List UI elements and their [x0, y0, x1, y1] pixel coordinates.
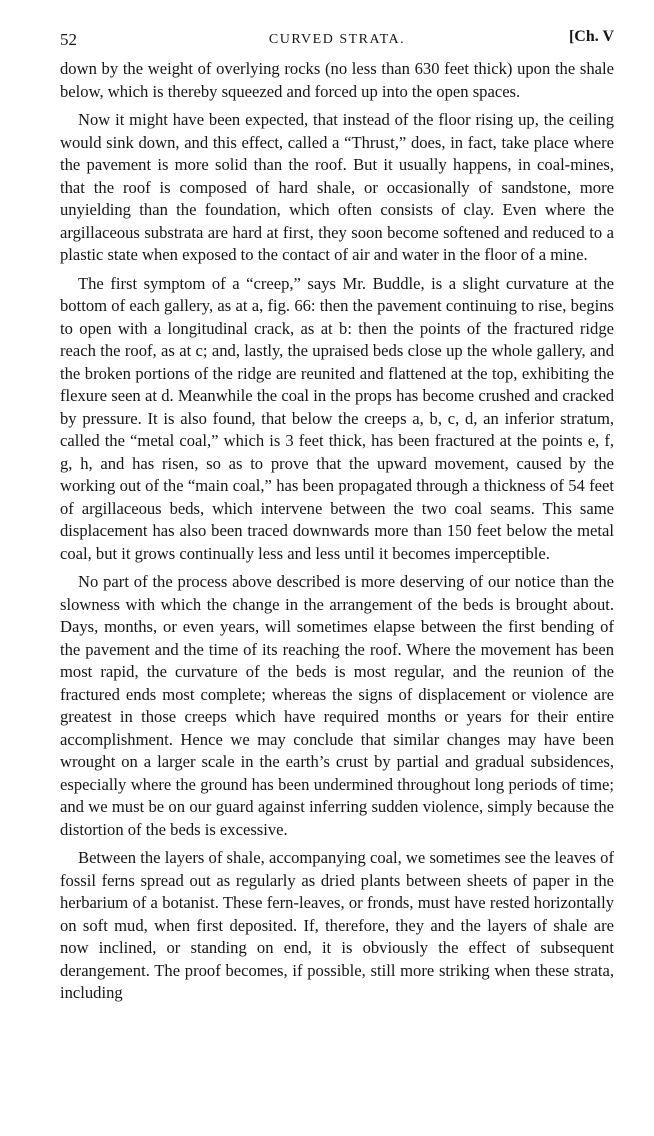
page-number: 52: [60, 30, 77, 49]
running-title: CURVED STRATA.: [268, 32, 406, 47]
paragraph-thrust: Now it might have been expected, that instead of the floor rising up, the ceiling would sink down, and this effect, called a “Thrust,” does, in fact, take place where the pavement is more solid than the roof. But it usually happens, in coal-mines, that the roof is composed of hard shale, or occasionally of sandstone, more unyielding than the foundation, which often consists of clay. Even where the argillaceous substrata are hard at first, they soon become softened and reduced to a plastic state when exposed to the contact of air and water in the floor of a mine.: [60, 110, 614, 264]
page-body: [60, 58, 614, 1005]
paragraph-creep: The first symptom of a “creep,” says Mr. Buddle, is a slight curvature at the bottom of each gallery, as at a, fig. 66: then the pavement continuing to rise, begins to open with a longitudinal crack, as at b: then the points of the fractured ridge reach the roof, as at c; and, lastly, the upraised beds close up the whole gallery, and the broken portions of the ridge are reunited and flattened at the top, exhibiting the flexure seen at d. Meanwhile the coal in the props has become crushed and cracked by pressure. It is also found, that below the creeps a, b, c, d, an inferior stratum, called the “metal coal,” which is 3 feet thick, has been fractured at the points e, f, g, h, and has risen, so as to prove that the upward movement, caused by the working out of the “main coal,” has been propagated through a thickness of 54 feet of argillaceous beds, which intervene between the two coal seams. This same displacement has also been traced downwards more than 150 feet below the metal coal, but it grows continually less and less until it becomes imperceptible.: [60, 273, 614, 563]
page-header: [60, 26, 614, 56]
paragraph-fossil-ferns: Between the layers of shale, accompanying coal, we sometimes see the leaves of fossil ferns spread out as regularly as dried plants between sheets of paper in the herbarium of a botanist. These fern-leaves, or fronds, must have rested horizontally on soft mud, when first deposited. If, therefore, they and the layers of shale are now inclined, or standing on end, it is obviously the effect of subsequent derangement. The proof becomes, if possible, still more striking when these strata, including: [60, 848, 614, 1002]
paragraph-continued: down by the weight of overlying rocks (no less than 630 feet thick) upon the shale below, which is thereby squeezed and forced up into the open spaces.: [60, 59, 614, 101]
paragraph-slowness: No part of the process above described is more deserving of our notice than the slowness with which the change in the arrangement of the beds is brought about. Days, months, or even years, will sometimes elapse between the first bending of the pavement and the time of its reaching the roof. Where the movement has been most rapid, the curvature of the beds is most regular, and the reunion of the fractured ends most complete; whereas the signs of displacement or violence are greatest in those creeps which have required months or years for their entire accomplishment. Hence we may conclude that similar changes may have been wrought on a larger scale in the earth’s crust by partial and gradual subsidences, especially where the ground has been undermined throughout long periods of time; and we must be on our guard against inferring sudden violence, simply because the distortion of the beds is excessive.: [60, 572, 614, 839]
chapter-marker: [Ch. V: [568, 28, 614, 45]
